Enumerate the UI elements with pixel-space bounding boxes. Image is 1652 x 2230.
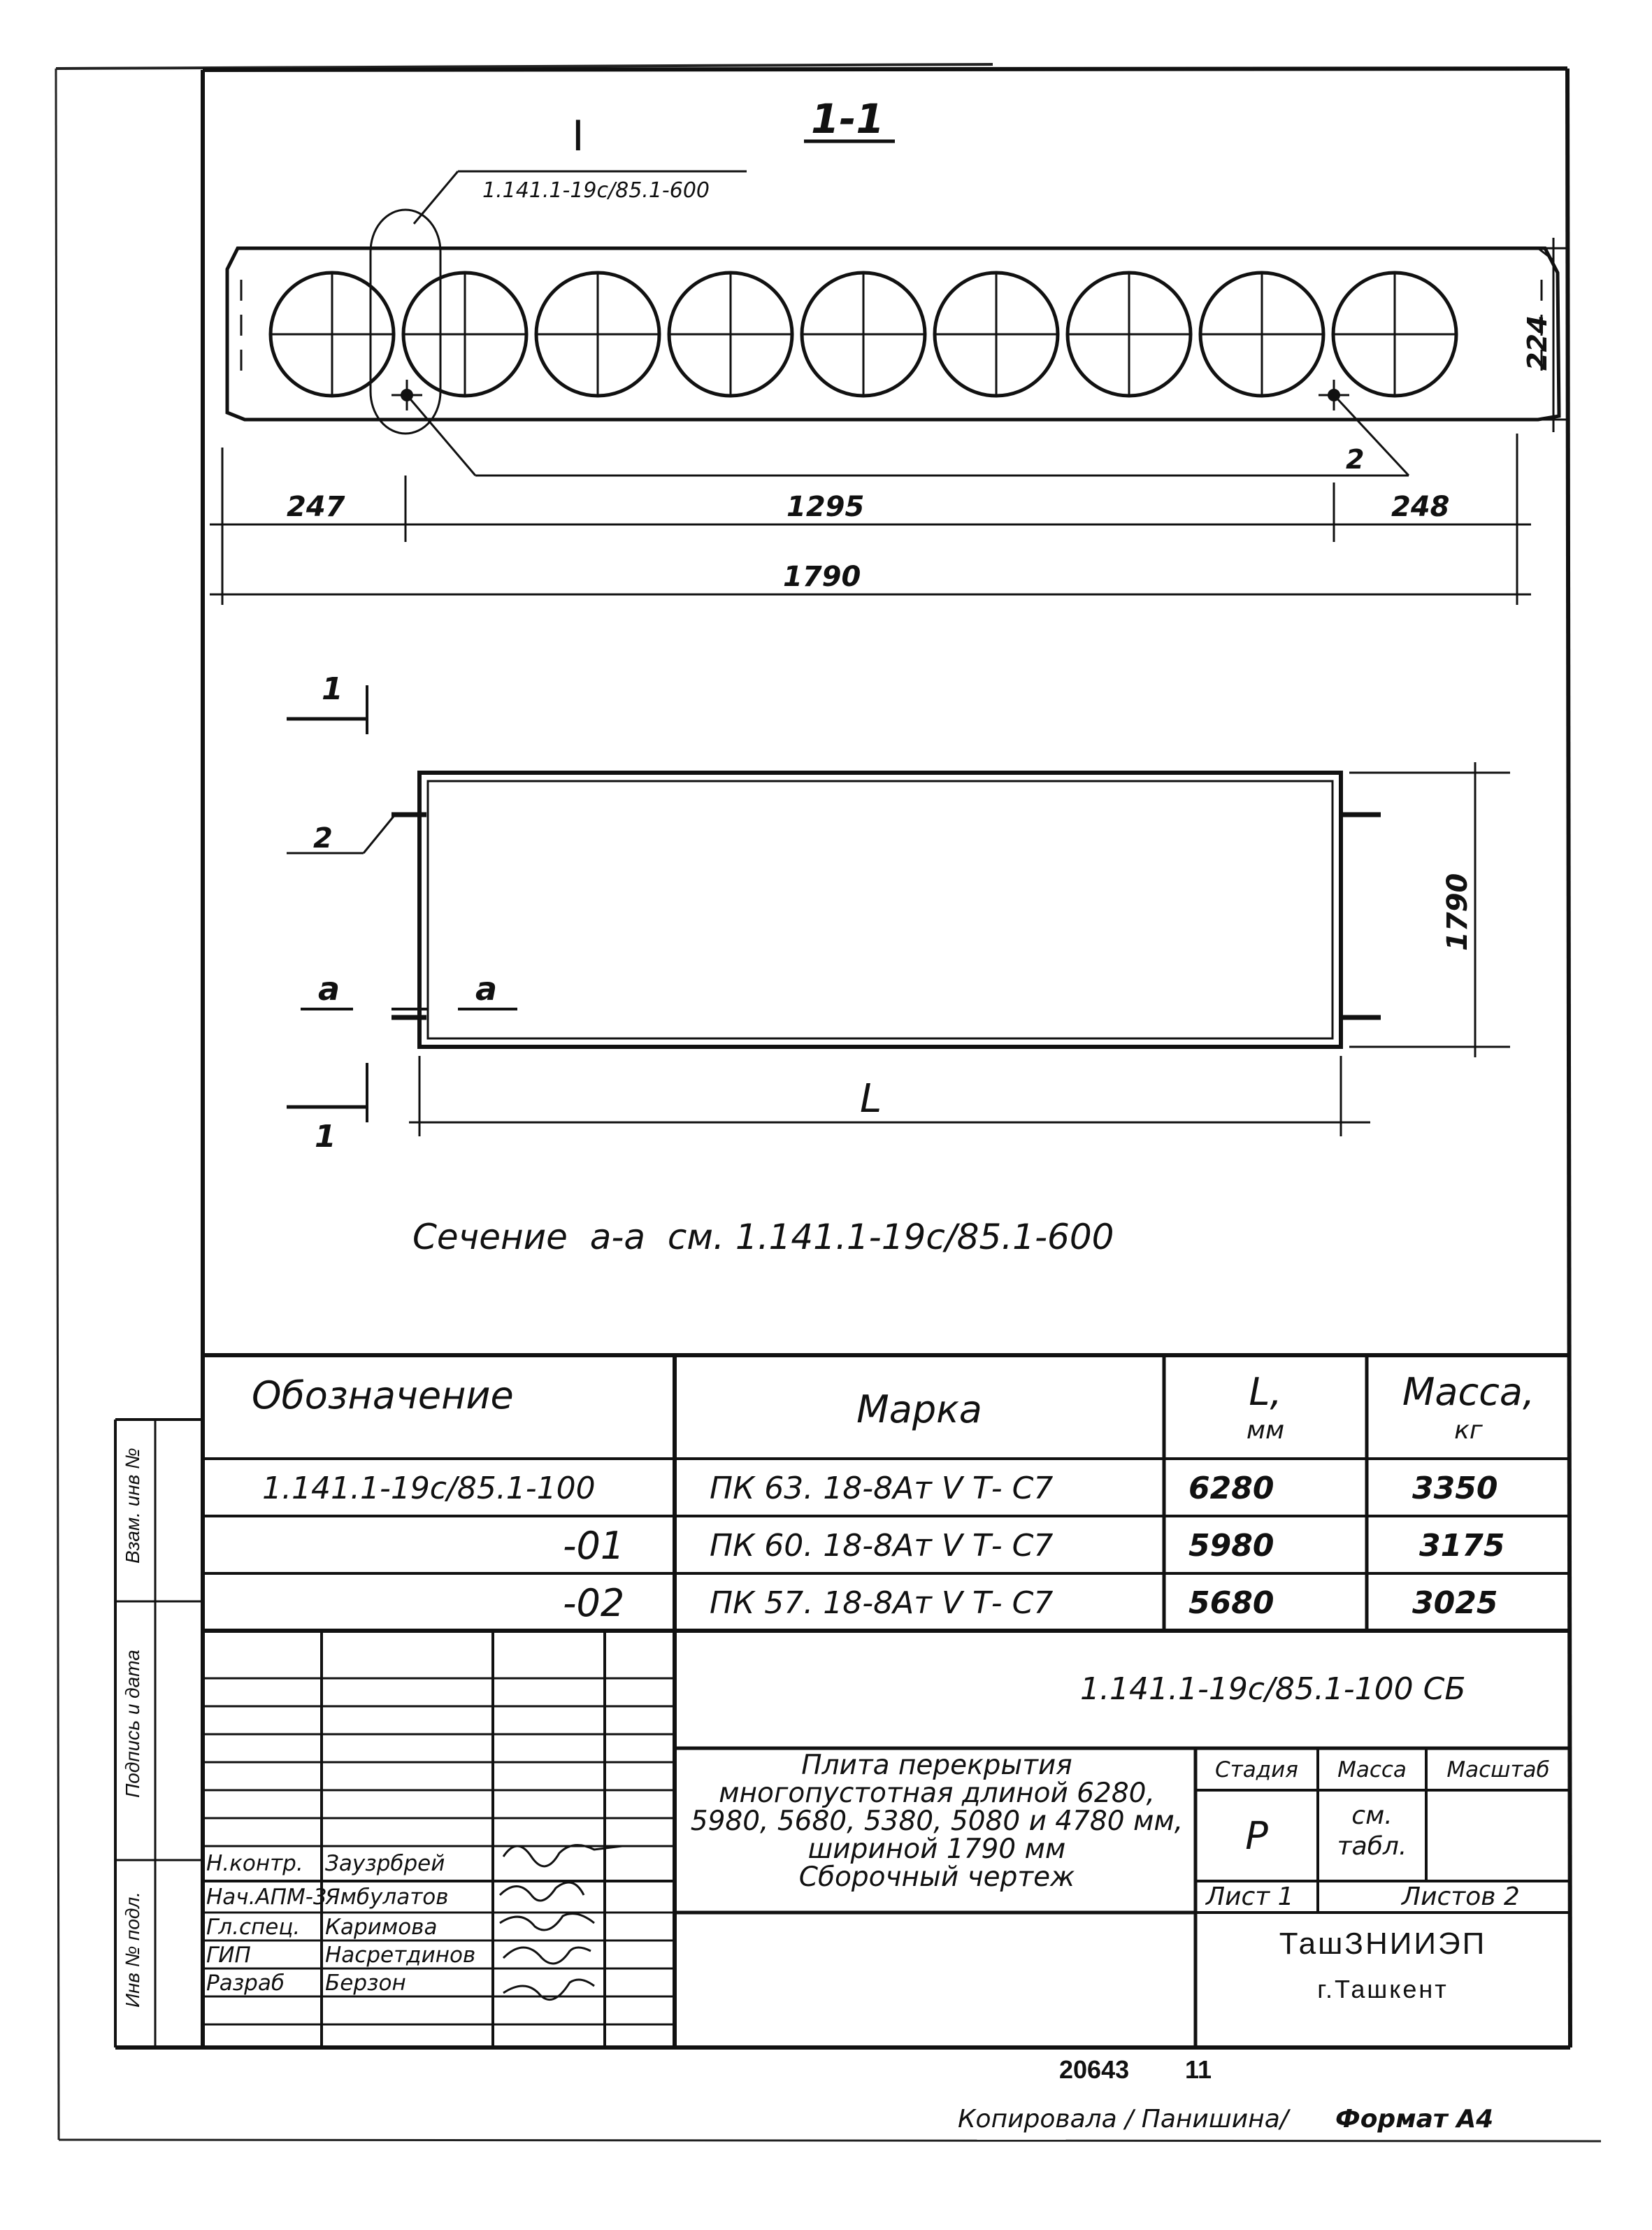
row-2-mass: 3025 <box>1412 1585 1498 1621</box>
sig-2-role: Гл.спец. <box>206 1914 301 1940</box>
org-city: г.Ташкент <box>1317 1975 1449 2003</box>
section-title: 1-1 <box>811 95 884 143</box>
dim-height: 224 <box>1522 315 1553 371</box>
sig-4-role: Разраб <box>206 1970 285 1996</box>
sidebar-label-sign-date: Подпись и дата <box>122 1650 143 1798</box>
sheets-label: Листов 2 <box>1402 1882 1520 1911</box>
sig-4-name: Берзон <box>325 1970 406 1996</box>
sig-2-name: Каримова <box>325 1914 438 1940</box>
row-1-designation: -01 <box>563 1523 625 1568</box>
section-note: Сечение a-a см. 1.141.1-19c/85.1-600 <box>412 1217 1114 1257</box>
header-designation: Обозначение <box>252 1373 514 1417</box>
sig-3-name: Насретдинов <box>325 1942 476 1968</box>
header-mass: Масса, <box>1402 1369 1535 1414</box>
plan-cut-right: a <box>475 970 498 1008</box>
drawing-title-line-4: шириной 1790 мм <box>807 1834 1066 1865</box>
drawing-title <box>682 1752 1192 1892</box>
paper-format: Формат А4 <box>1335 2104 1494 2133</box>
sidebar-label-replace-inv: Взам. инв № <box>122 1448 143 1564</box>
plan-cut-left: a <box>318 970 340 1008</box>
sig-1-name: Ямбулатов <box>325 1885 449 1910</box>
plan-length: L <box>860 1076 882 1122</box>
mass-label: Масса <box>1337 1757 1407 1782</box>
callout-ref: 1.141.1-19c/85.1-600 <box>482 178 710 203</box>
plan-section-top: 1 <box>322 671 343 707</box>
row-1-mass: 3175 <box>1419 1527 1505 1564</box>
row-2-mark: ПК 57. 18-8Ат V Т- С7 <box>710 1585 1054 1621</box>
page-number: 11 <box>1185 2055 1212 2084</box>
dim-right: 248 <box>1391 491 1450 523</box>
stage-label: Стадия <box>1215 1757 1298 1782</box>
mass-value: см. табл. <box>1337 1801 1407 1861</box>
drawing-title-line-5: Сборочный чертеж <box>798 1861 1075 1893</box>
header-mark: Марка <box>856 1387 982 1431</box>
scale-label: Масштаб <box>1446 1757 1550 1782</box>
org-name: ТашЗНИИЭП <box>1279 1927 1487 1961</box>
sidebar-label-inv-orig: Инв № подл. <box>122 1892 143 2008</box>
drawing-title-line-3: 5980, 5680, 5380, 5080 и 4780 мм, <box>690 1806 1184 1837</box>
stage-value: Р <box>1245 1813 1268 1858</box>
row-0-mass: 3350 <box>1412 1470 1498 1506</box>
sig-0-name: Заузрбрей <box>325 1851 445 1876</box>
row-2-length: 5680 <box>1188 1585 1274 1621</box>
sig-3-role: ГИП <box>206 1942 251 1968</box>
copied-by: Копировала / Панишина/ <box>958 2104 1288 2133</box>
row-0-designation: 1.141.1-19c/85.1-100 <box>262 1470 596 1506</box>
header-mass-unit: кг <box>1454 1415 1483 1445</box>
dim-total: 1790 <box>783 561 861 593</box>
plan-marker: 2 <box>313 822 333 855</box>
row-2-designation: -02 <box>563 1580 625 1625</box>
dim-left: 247 <box>287 491 345 523</box>
dim-mid: 1295 <box>787 491 865 523</box>
header-length-unit: мм <box>1246 1415 1285 1445</box>
row-0-length: 6280 <box>1188 1470 1274 1506</box>
rebar-marker-label: 2 <box>1346 444 1365 475</box>
inventory-number: 20643 <box>1059 2055 1130 2084</box>
plan-width: 1790 <box>1442 873 1474 951</box>
drawing-title-line-2: многопустотная длиной 6280, <box>719 1778 1155 1809</box>
sheet-label: Лист 1 <box>1206 1882 1294 1911</box>
sig-1-role: Нач.АПМ-3 <box>206 1885 327 1910</box>
row-0-mark: ПК 63. 18-8Ат V Т- С7 <box>710 1470 1054 1506</box>
row-1-mark: ПК 60. 18-8Ат V Т- С7 <box>710 1527 1054 1564</box>
doc-code: 1.141.1-19c/85.1-100 СБ <box>1080 1671 1466 1707</box>
row-1-length: 5980 <box>1188 1527 1274 1564</box>
drawing-title-line-1: Плита перекрытия <box>801 1750 1072 1781</box>
plan-section-bottom: 1 <box>315 1119 336 1155</box>
sig-0-role: Н.контр. <box>206 1851 303 1876</box>
header-length: L, <box>1249 1369 1282 1414</box>
callout-roman: I <box>572 112 584 161</box>
